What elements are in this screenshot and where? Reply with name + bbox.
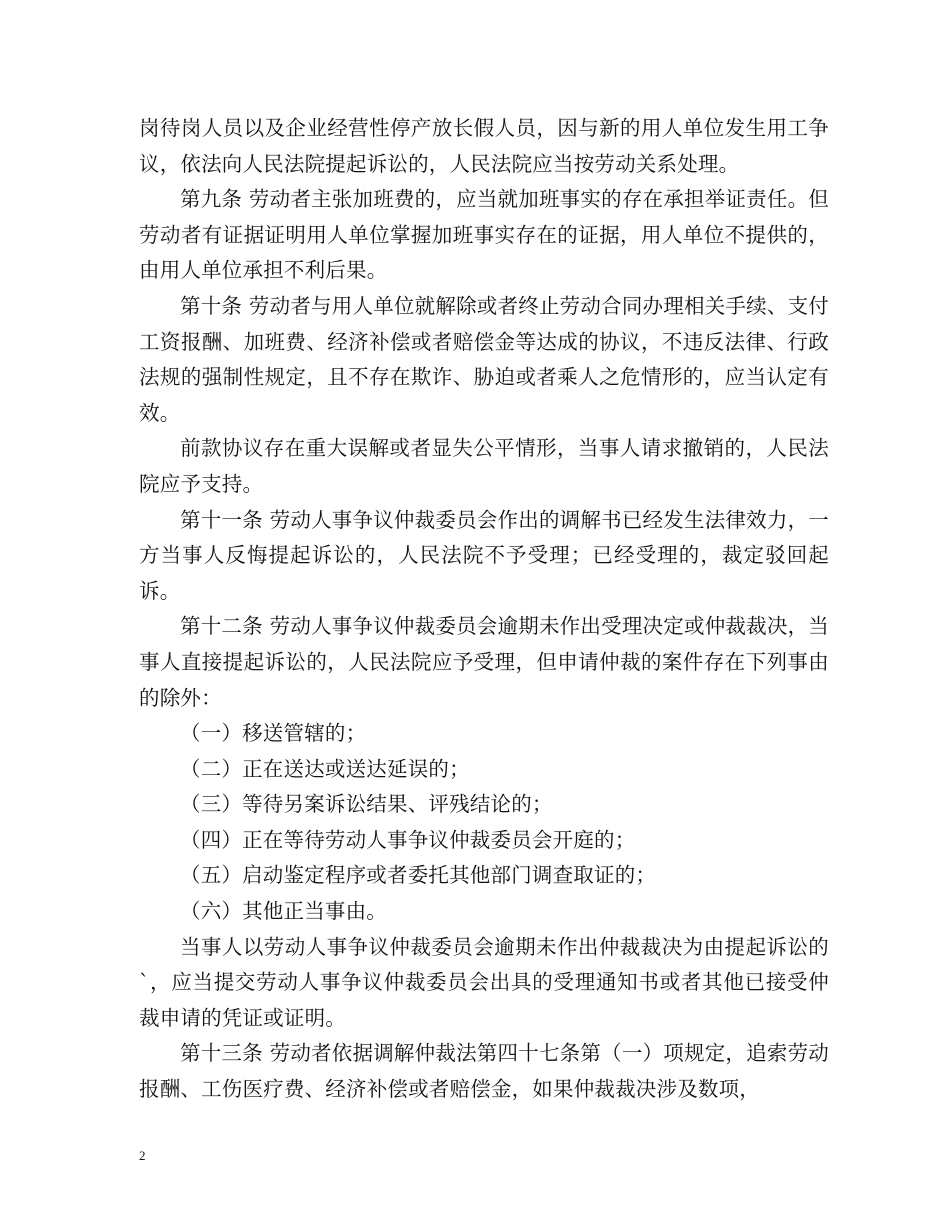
paragraph-article-13: 第十三条 劳动者依据调解仲裁法第四十七条第（一）项规定，追索劳动报酬、工伤医疗费、经济补偿或者赔偿金，如果仲裁裁决涉及数项， [139,1041,829,1102]
paragraph: 岗待岗人员以及企业经营性停产放长假人员，因与新的用人单位发生用工争议，依法向人民法院提起诉讼的，人民法院应当按劳动关系处理。 [139,116,829,176]
list-item: （一）移送管辖的； [180,721,367,746]
paragraph: 前款协议存在重大误解或者显失公平情形，当事人请求撤销的，人民法院应予支持。 [139,436,829,496]
list-item: （六）其他正当事由。 [180,899,387,924]
paragraph-article-9: 第九条 劳动者主张加班费的，应当就加班事实的存在承担举证责任。但劳动者有证据证明用人单位掌握加班事实存在的证据，用人单位不提供的，由用人单位承担不利后果。 [139,187,829,283]
paragraph-article-11: 第十一条 劳动人事争议仲裁委员会作出的调解书已经发生法律效力，一方当事人反悔提起诉讼的，人民法院不予受理；已经受理的，裁定驳回起诉。 [139,507,829,603]
list-item: （四）正在等待劳动人事争议仲裁委员会开庭的； [180,827,636,852]
list-item: （二）正在送达或送达延误的； [180,756,470,781]
document-body [139,111,829,1108]
list-item: （三）等待另案诉讼结果、评残结论的； [180,792,553,817]
paragraph-article-12: 第十二条 劳动人事争议仲裁委员会逾期未作出受理决定或仲裁裁决，当事人直接提起诉讼的，人民法院应予受理，但申请仲裁的案件存在下列事由的除外： [139,614,829,710]
list-item: （五）启动鉴定程序或者委托其他部门调查取证的； [180,863,657,888]
paragraph: 当事人以劳动人事争议仲裁委员会逾期未作出仲裁裁决为由提起诉讼的`，应当提交劳动人事争议仲裁委员会出具的受理通知书或者其他已接受仲裁申请的凭证或证明。 [139,934,829,1030]
paragraph-article-10: 第十条 劳动者与用人单位就解除或者终止劳动合同办理相关手续、支付工资报酬、加班费、经济补偿或者赔偿金等达成的协议，不违反法律、行政法规的强制性规定，且不存在欺诈、胁迫或者乘人之危情形的，应当认定有效。 [139,293,829,425]
page-number: 2 [139,1148,146,1163]
